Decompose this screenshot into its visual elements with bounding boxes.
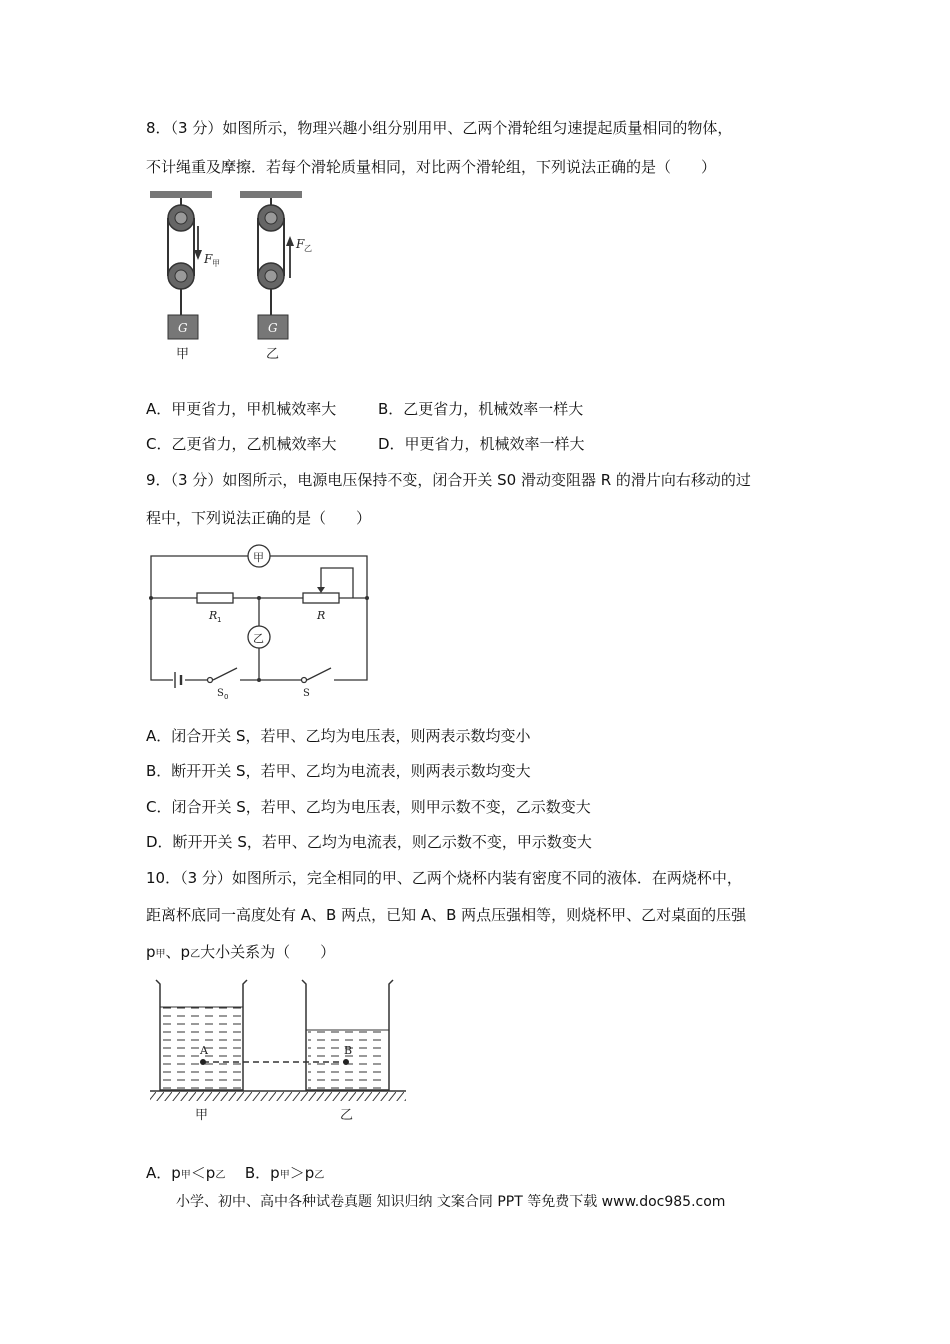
q8-weight-right: G [268, 321, 278, 335]
q9-score: （3 分） [170, 471, 223, 489]
q9-option-c: C．闭合开关 S，若甲、乙均为电压表，则甲示数不变，乙示数变大 [146, 798, 591, 816]
q10-option-a-sub2: 乙 [215, 1170, 226, 1181]
q9-option-d: D．断开开关 S，若甲、乙均为电流表，则乙示数不变，甲示数变大 [146, 833, 592, 851]
page-footer: 小学、初中、高中各种试卷真题 知识归纳 文案合同 PPT 等免费下载 www.doc985.com [176, 1194, 726, 1210]
q8-stem-line2: 不计绳重及摩擦．若每个滑轮质量相同，对比两个滑轮组，下列说法正确的是（ ） [146, 158, 717, 176]
q9-number: 9． [146, 471, 171, 489]
q10-stem-line1 [146, 868, 742, 888]
q10-stem-line3 [146, 942, 335, 965]
q10-score: （3 分） [180, 869, 232, 887]
q8-label-left: 甲 [176, 347, 190, 362]
q9-r-label: R [317, 609, 326, 622]
q8-force-left-sub: 甲 [212, 259, 220, 268]
q8-weight-left: G [178, 321, 188, 335]
q10-option-a-sub1: 甲 [180, 1170, 191, 1181]
q8-text-1: 如图所示，物理兴趣小组分别用甲、乙两个滑轮组匀速提起质量相同的物体， [222, 119, 733, 137]
q8-force-right-sub: 乙 [304, 244, 312, 253]
q10-option-b-sub2: 乙 [314, 1170, 325, 1181]
q9-s0-label: S [217, 688, 224, 699]
q8-stem-line1 [146, 118, 732, 138]
q10-option-b-rel: ＞p [289, 1164, 315, 1182]
q10-label-right: 乙 [340, 1108, 354, 1123]
q9-meter-top: 甲 [253, 551, 264, 564]
q10-p-symbol-1: p [146, 943, 156, 961]
q9-option-a: A．闭合开关 S，若甲、乙均为电压表，则两表示数均变小 [146, 727, 531, 745]
q8-force-left: F [204, 252, 213, 266]
q8-pulley-figure [148, 188, 348, 368]
q9-meter-mid: 乙 [253, 632, 264, 645]
q10-option-a-rel: ＜p [190, 1164, 216, 1182]
q10-point-b: B [344, 1044, 353, 1057]
q8-option-c: C．乙更省力，乙机械效率大 [146, 435, 337, 453]
q9-text-1: 如图所示，电源电压保持不变，闭合开关 S0 滑动变阻器 R 的滑片向右移动的过 [222, 471, 751, 489]
q9-stem-line1 [146, 470, 751, 490]
q9-r1-sub: 1 [217, 616, 222, 624]
q8-force-right: F [296, 237, 305, 251]
q10-label-left: 甲 [195, 1108, 209, 1123]
q10-stem-end: 大小关系为（ ） [200, 943, 336, 961]
q10-p-sub-2: 乙 [190, 949, 201, 960]
q10-p-sub-1: 甲 [155, 949, 166, 960]
q9-r1-label: R [209, 609, 218, 622]
q8-label-right: 乙 [266, 347, 280, 362]
q8-option-a: A．甲更省力，甲机械效率大 [146, 400, 337, 418]
q8-option-d: D．甲更省力，机械效率一样大 [378, 435, 585, 453]
q10-number: 10． [146, 869, 181, 887]
q10-p-symbol-2: 、p [165, 943, 191, 961]
q10-beaker-figure [148, 972, 413, 1127]
q9-stem-line2: 程中，下列说法正确的是（ ） [146, 509, 372, 527]
q9-s0-sub: 0 [224, 693, 229, 701]
q8-option-b: B．乙更省力，机械效率一样大 [378, 400, 584, 418]
q10-option-a: A．p [146, 1164, 181, 1182]
q10-text-1: 如图所示，完全相同的甲、乙两个烧杯内装有密度不同的液体．在两烧杯中， [231, 869, 742, 887]
q9-option-b: B．断开开关 S，若甲、乙均为电流表，则两表示数均变大 [146, 762, 531, 780]
q8-number: 8． [146, 119, 171, 137]
q9-circuit-figure [145, 538, 375, 703]
q10-option-b: B．p [244, 1164, 280, 1182]
q10-point-a: A [200, 1044, 208, 1057]
q10-option-b-sub1: 甲 [279, 1170, 290, 1181]
q9-s-label: S [303, 688, 310, 699]
q10-options [146, 1163, 324, 1186]
q10-stem-line2: 距离杯底同一高度处有 A、B 两点，已知 A、B 两点压强相等，则烧杯甲、乙对桌面的压强 [146, 906, 747, 924]
q8-score: （3 分） [170, 119, 223, 137]
